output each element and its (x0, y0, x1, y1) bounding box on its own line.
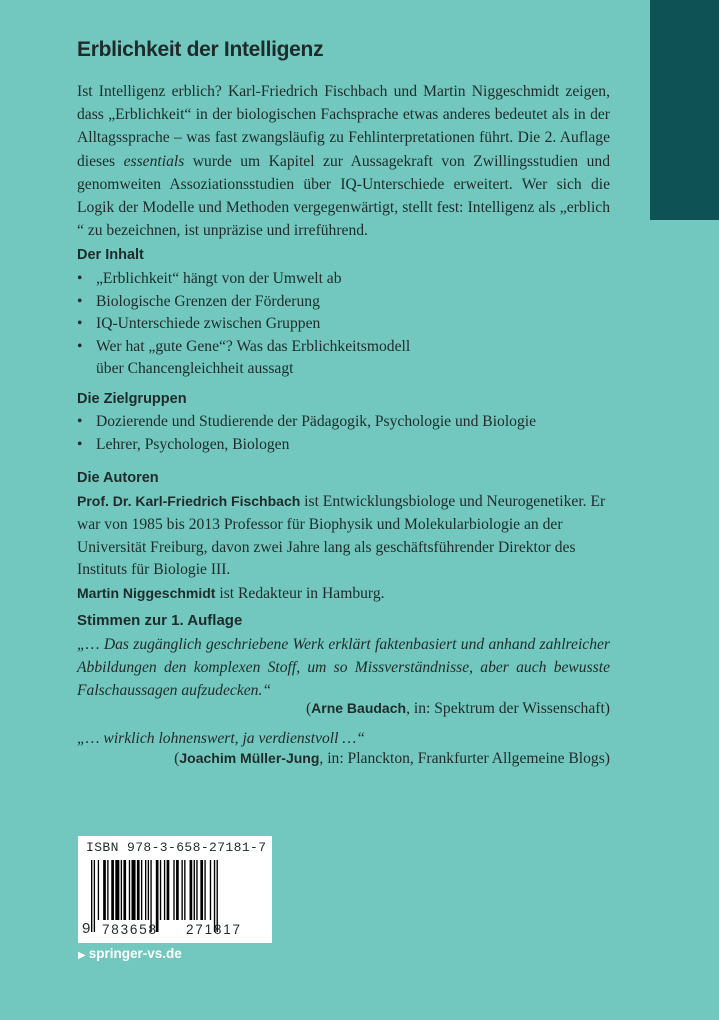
autoren-text (77, 490, 610, 606)
barcode-digit-first: 9 (82, 920, 91, 937)
barcode-bar (164, 860, 165, 920)
zielgruppen-heading: Die Zielgruppen (77, 391, 187, 407)
review-attribution (306, 700, 610, 718)
book-title: Erblichkeit der Intelligenz (77, 38, 324, 61)
isbn-label: ISBN 978-3-658-27181-7 (86, 840, 267, 855)
list-item-line: über Chancengleichheit aussagt (96, 360, 294, 377)
author-bio: ist Entwicklungsbiologe und Neurogenetiker. Er war von 1985 bis 2013 Professor für Biophysik und Molekularbiologie an der Universität Freiburg, davon zwei Jahre lang als geschäftsführender Direktor des Instituts für Biologie III. (77, 493, 606, 579)
barcode-bar (190, 860, 193, 920)
reviewer-name: Joachim Müller-Jung (179, 750, 320, 766)
list-item: • „Erblichkeit“ hängt von der Umwelt ab (77, 268, 410, 291)
barcode-bar (200, 860, 203, 920)
review-quote: „… Das zugänglich geschriebene Werk erklärt faktenbasiert und anhand zahlreicher Abbildungen den komplexen Stoff, um so Missverständnisse, aber auch bewusste Falschaussagen aufzudecken.“ (77, 636, 610, 699)
attribution-source: , in: Spektrum der Wissenschaft) (406, 700, 610, 717)
attribution-source: , in: Planckton, Frankfurter Allgemeine Blogs) (319, 750, 610, 767)
author-bio: ist Redakteur in Hamburg. (215, 585, 385, 603)
list-item: • Lehrer, Psychologen, Biologen (77, 434, 536, 457)
barcode-bar (196, 860, 197, 920)
review-attribution (174, 750, 610, 768)
publisher-website[interactable] (78, 946, 182, 961)
barcode-bar (176, 860, 179, 920)
barcode-bar (210, 860, 211, 920)
inhalt-heading: Der Inhalt (77, 247, 144, 263)
barcode-bar (111, 860, 114, 920)
intro-emphasis: essentials (123, 152, 185, 170)
barcode-bar (129, 860, 130, 920)
website-url: springer-vs.de (88, 946, 182, 961)
barcode-bar (173, 860, 174, 920)
barcode-bar (137, 860, 140, 920)
barcode-bar (132, 860, 136, 920)
barcode-bar (184, 860, 185, 920)
barcode-bar (204, 860, 205, 920)
isbn-barcode (78, 836, 272, 943)
barcode-bar (160, 860, 161, 920)
color-tab (650, 0, 719, 220)
attribution-paren: ( (174, 750, 180, 767)
barcode-bar (167, 860, 170, 920)
intro-paragraph (77, 80, 610, 242)
list-item-line: Wer hat „gute Gene“? Was das Erblichkeitsmodell (96, 337, 411, 355)
list-item: • Dozierende und Studierende der Pädagogik, Psychologie und Biologie (77, 411, 536, 434)
barcode-bar (98, 860, 99, 920)
reviewer-name: Arne Baudach (311, 700, 407, 716)
attribution-paren: ( (305, 700, 312, 717)
review-quote: „… wirklich lohnenswert, ja verdienstvoll …“ (77, 730, 365, 747)
author-name: Prof. Dr. Karl-Friedrich Fischbach (77, 493, 301, 509)
barcode-bar (145, 860, 146, 920)
barcode-bar (103, 860, 106, 920)
barcode-bar (194, 860, 195, 920)
barcode-bar (181, 860, 182, 920)
list-item (77, 336, 410, 381)
arrow-icon: ▶ (78, 950, 86, 961)
barcode-bar (94, 860, 95, 932)
intro-text-b: wurde um Kapitel zur Aussagekraft von Zwillingsstudien und genomweiten Assoziationsstudien über IQ-Unterschiede erweitert. Wer sich die Logik der Modelle und Methoden vergegenwärtigt, stellt fest: Intelligenz als „erblich “ zu bezeichnen, ist unpräzise und irreführend. (77, 152, 610, 240)
inhalt-list (77, 268, 410, 381)
author-name: Martin Niggeschmidt (77, 585, 216, 602)
barcode-digits-left: 783658 (102, 922, 158, 937)
autoren-heading: Die Autoren (77, 470, 159, 486)
barcode-bar (121, 860, 122, 920)
zielgruppen-list (77, 411, 536, 456)
stimmen-heading: Stimmen zur 1. Auflage (77, 612, 243, 629)
barcode-bar (141, 860, 142, 920)
intro-text-a: Ist Intelligenz erblich? Karl-Friedrich Fischbach und Martin Niggeschmidt zeigen, dass „Erblichkeit“ in der biologischen Fachsprache etwas anderes bedeutet als in der Alltagssprache – was fast zwangsläufig zu Fehlinterpretationen führt. Die 2. Auflage dieses (77, 83, 610, 170)
list-item: • IQ-Unterschiede zwischen Gruppen (77, 313, 410, 336)
barcode-bar (115, 860, 119, 920)
barcode-bar (91, 860, 92, 932)
list-item: • Biologische Grenzen der Förderung (77, 291, 410, 314)
barcode-bar (148, 860, 149, 920)
barcode-bar (123, 860, 126, 920)
barcode-digits-right: 271817 (186, 922, 242, 937)
barcode-bar (107, 860, 108, 920)
